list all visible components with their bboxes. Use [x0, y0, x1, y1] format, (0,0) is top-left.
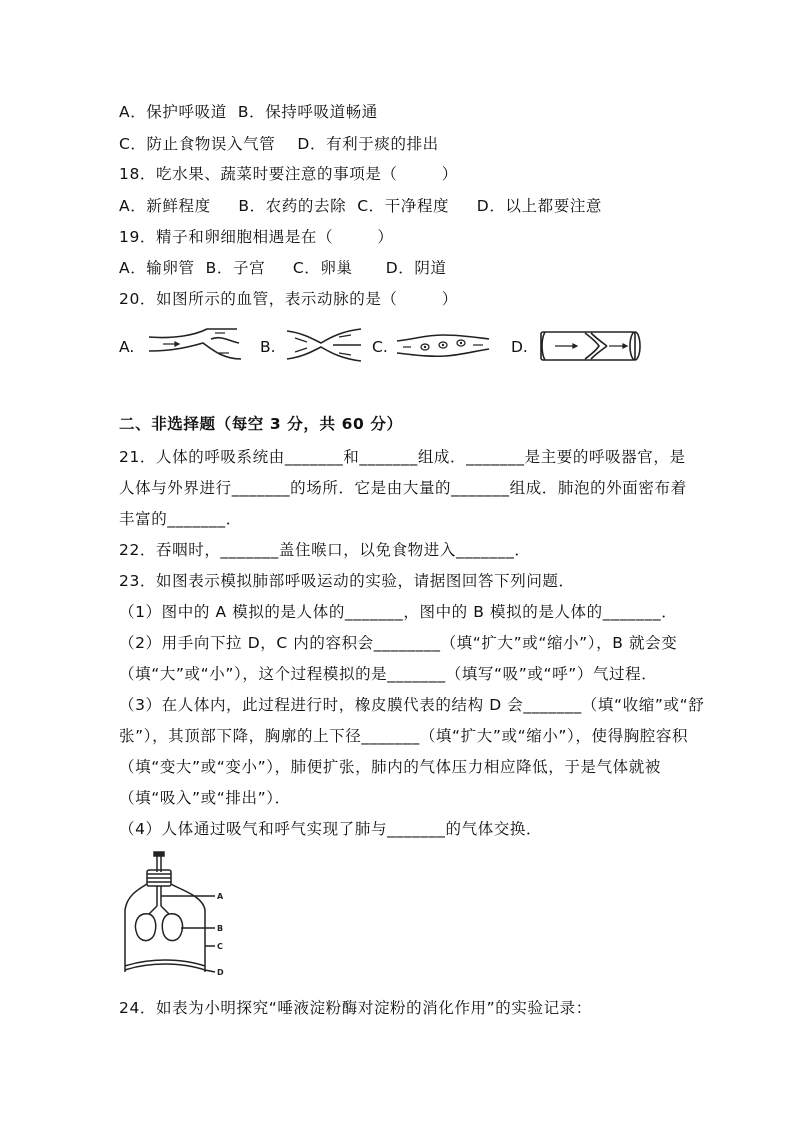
q18-stem: 18．吃水果、蔬菜时要注意的事项是（ ）: [119, 165, 458, 183]
q23-part2-line2: （填“大”或“小”），这个过程模拟的是_______（填写“吸”或“呼”）气过程．: [119, 665, 658, 683]
q24-stem: 24．如表为小明探究“唾液淀粉酶对淀粉的消化作用”的实验记录：: [119, 999, 592, 1017]
q18-options: A．新鲜程度 B．农药的去除 C．干净程度 D．以上都要注意: [119, 197, 603, 215]
q21-line2: 人体与外界进行_______的场所．它是由大量的_______组成．肺泡的外面密布着: [119, 479, 687, 497]
q19-stem: 19．精子和卵细胞相遇是在（ ）: [119, 228, 394, 246]
q20-label-b: B.: [260, 338, 276, 356]
q21-line1: 21．人体的呼吸系统由_______和_______组成．_______是主要的呼吸器官，是: [119, 448, 686, 466]
fig-label-c: C: [217, 942, 223, 951]
q23-part3-line2: 张”），其顶部下降，胸廓的上下径_______（填“扩大”或“缩小”），使得胸腔容积: [119, 727, 689, 745]
vessel-d-diagram: [537, 329, 643, 363]
vessel-c-diagram: [395, 331, 491, 361]
q21-line3: 丰富的_______．: [119, 510, 242, 528]
q23-part3-line1: （3）在人体内，此过程进行时，橡皮膜代表的结构 D 会_______（填“收缩”或“舒: [119, 696, 705, 714]
q23-part3-line3: （填“变大”或“变小”），肺便扩张，肺内的气体压力相应降低，于是气体就被: [119, 758, 661, 776]
q20-label-a: A.: [119, 338, 135, 356]
q17-options-line2: C．防止食物误入气管 D．有利于痰的排出: [119, 135, 439, 153]
fig-label-a: A: [217, 892, 224, 901]
q17-options-line1: A．保护呼吸道 B．保持呼吸道畅通: [119, 103, 378, 121]
q20-label-c: C.: [372, 338, 388, 356]
section2-title: 二、非选择题（每空 3 分，共 60 分）: [119, 415, 403, 433]
q23-part3-line4: （填“吸入”或“排出”）．: [119, 789, 291, 807]
q20-label-d: D.: [511, 338, 528, 356]
q20-stem: 20．如图所示的血管，表示动脉的是（ ）: [119, 290, 458, 308]
lung-model-figure: [119, 850, 249, 982]
fig-label-d: D: [217, 968, 224, 977]
vessel-b-diagram: [285, 325, 363, 365]
q20-vessel-options: [119, 325, 659, 369]
q23-part2-line1: （2）用手向下拉 D，C 内的容积会________（填“扩大”或“缩小”），B 就会变: [119, 634, 678, 652]
q23-part1: （1）图中的 A 模拟的是人体的_______，图中的 B 模拟的是人体的_______．: [119, 603, 678, 621]
q19-options: A．输卵管 B．子宫 C．卵巢 D．阴道: [119, 259, 447, 277]
fig-label-b: B: [217, 924, 224, 933]
q23-stem: 23．如图表示模拟肺部呼吸运动的实验，请据图回答下列问题．: [119, 572, 575, 590]
vessel-a-diagram: [145, 325, 243, 365]
q22-line1: 22．吞咽时，_______盖住喉口，以免食物进入_______．: [119, 541, 531, 559]
q23-part4: （4）人体通过吸气和呼气实现了肺与_______的气体交换．: [119, 820, 543, 838]
